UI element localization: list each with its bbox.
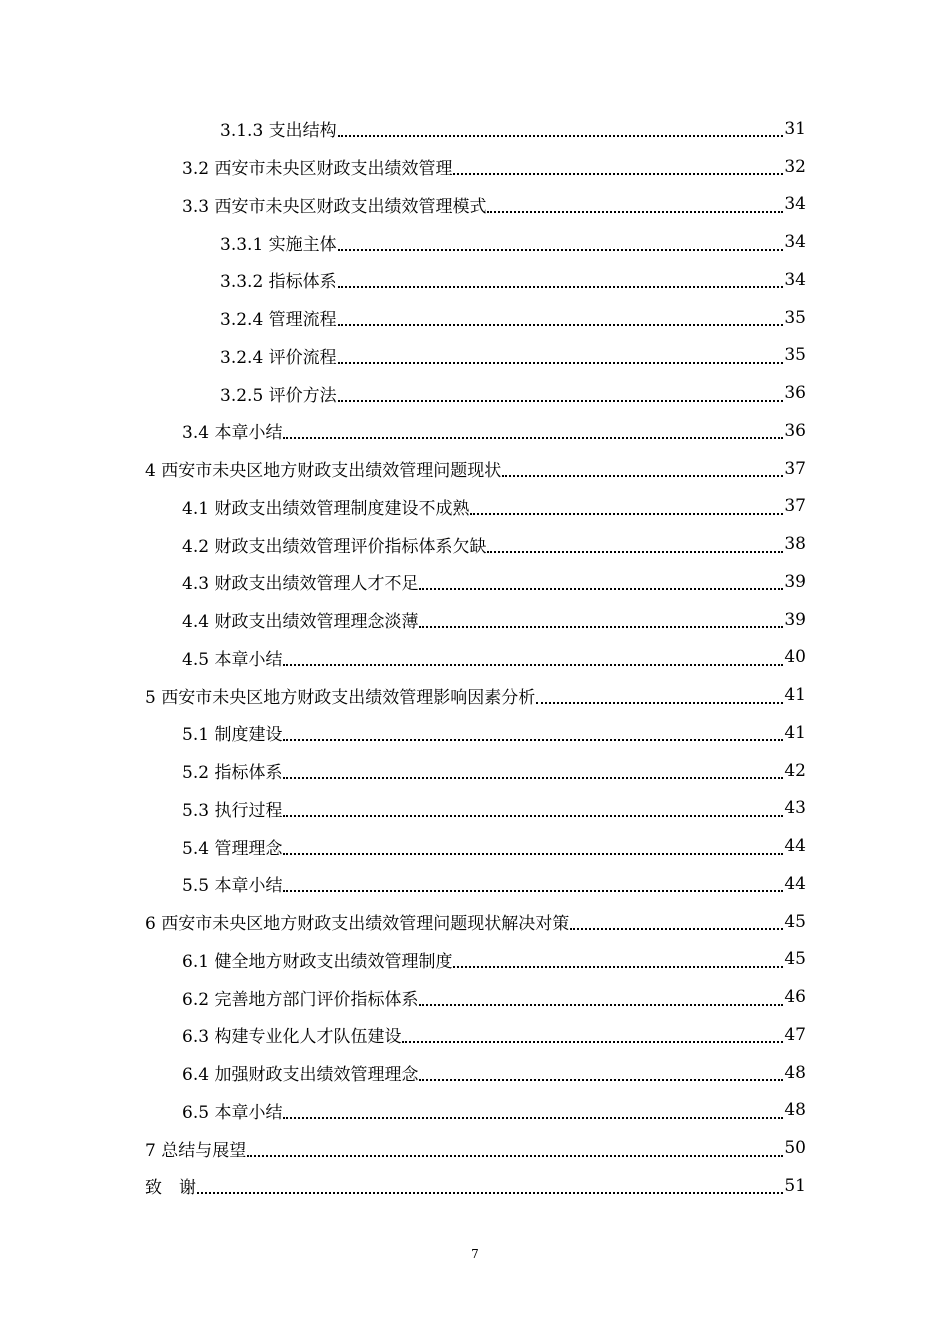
toc-entry-title: 6.4 加强财政支出绩效管理理念 — [182, 1065, 419, 1086]
toc-entry-page: 41 — [784, 722, 806, 743]
dot-leader — [283, 1116, 783, 1119]
dot-leader — [283, 852, 783, 855]
toc-entry-page: 37 — [784, 496, 806, 517]
toc-entry-title: 6.1 健全地方财政支出绩效管理制度 — [182, 951, 453, 972]
toc-entry-page: 35 — [784, 345, 806, 366]
toc-entry-title: 4.1 财政支出绩效管理制度建设不成熟 — [182, 498, 470, 519]
dot-leader — [419, 587, 783, 590]
dot-leader — [247, 1154, 783, 1157]
dot-leader — [338, 285, 783, 288]
page-number: 7 — [471, 1247, 479, 1261]
toc-entry-page: 41 — [784, 685, 806, 706]
toc-entry[interactable] — [0, 865, 950, 903]
toc-entry-page: 48 — [784, 1100, 806, 1121]
dot-leader — [197, 1191, 783, 1194]
toc-entry[interactable] — [0, 978, 950, 1016]
dot-leader — [453, 172, 783, 175]
toc-entry-page: 36 — [784, 383, 806, 404]
toc-entry-page: 45 — [784, 949, 806, 970]
toc-entry[interactable] — [0, 374, 950, 412]
toc-entry[interactable] — [0, 525, 950, 563]
toc-entry-page: 45 — [784, 911, 806, 932]
toc-entry-title: 3.1.3 支出结构 — [220, 121, 337, 142]
toc-entry-title: 3.3 西安市未央区财政支出绩效管理模式 — [182, 196, 487, 217]
toc-entry[interactable] — [0, 827, 950, 865]
dot-leader — [283, 663, 783, 666]
dot-leader — [283, 814, 783, 817]
toc-entry[interactable] — [0, 186, 950, 224]
toc-entry-title: 5 西安市未央区地方财政支出绩效管理影响因素分析 — [145, 687, 536, 708]
dot-leader — [453, 965, 783, 968]
toc-entry-title: 3.2.4 评价流程 — [220, 347, 337, 368]
toc-entry-page: 44 — [784, 836, 806, 857]
toc-entry-page: 46 — [784, 987, 806, 1008]
dot-leader — [419, 1078, 783, 1081]
dot-leader — [470, 512, 783, 515]
toc-entry-title: 5.1 制度建设 — [182, 725, 283, 746]
dot-leader — [402, 1040, 783, 1043]
toc-entry-title: 6.2 完善地方部门评价指标体系 — [182, 989, 419, 1010]
dot-leader — [338, 248, 783, 251]
toc-entry[interactable] — [0, 223, 950, 261]
toc-entry-title: 4.5 本章小结 — [182, 649, 283, 670]
toc-entry-page: 44 — [784, 873, 806, 894]
toc-entry[interactable] — [0, 1129, 950, 1167]
toc-entry-title: 6.5 本章小结 — [182, 1102, 283, 1123]
toc-entry-title: 6 西安市未央区地方财政支出绩效管理问题现状解决对策 — [145, 914, 570, 935]
dot-leader — [419, 1003, 783, 1006]
toc-entry[interactable] — [0, 714, 950, 752]
dot-leader — [283, 889, 783, 892]
toc-entry-page: 42 — [784, 760, 806, 781]
toc-entry[interactable] — [0, 450, 950, 488]
dot-leader — [487, 550, 783, 553]
dot-leader — [338, 399, 783, 402]
dot-leader — [283, 436, 783, 439]
toc-entry[interactable] — [0, 752, 950, 790]
dot-leader — [283, 738, 783, 741]
toc-entry-title: 5.5 本章小结 — [182, 876, 283, 897]
toc-entry[interactable] — [0, 903, 950, 941]
toc-entry-page: 47 — [784, 1024, 806, 1045]
toc-entry-page: 34 — [784, 269, 806, 290]
dot-leader — [283, 776, 783, 779]
toc-entry-title: 6.3 构建专业化人才队伍建设 — [182, 1027, 402, 1048]
toc-entry-title: 3.2 西安市未央区财政支出绩效管理 — [182, 159, 453, 180]
toc-entry-title: 致 谢 — [145, 1178, 196, 1199]
toc-entry[interactable] — [0, 412, 950, 450]
toc-entry-page: 40 — [784, 647, 806, 668]
dot-leader — [338, 323, 783, 326]
toc-entry[interactable] — [0, 676, 950, 714]
toc-entry-page: 48 — [784, 1062, 806, 1083]
toc-entry-title: 3.2.4 管理流程 — [220, 310, 337, 331]
toc-entry[interactable] — [0, 1092, 950, 1130]
toc-entry-page: 43 — [784, 798, 806, 819]
toc-entry-title: 4.3 财政支出绩效管理人才不足 — [182, 574, 419, 595]
toc-entry[interactable] — [0, 941, 950, 979]
toc-entry-title: 5.4 管理理念 — [182, 838, 283, 859]
toc-entry-title: 3.2.5 评价方法 — [220, 385, 337, 406]
toc-entry-page: 39 — [784, 571, 806, 592]
toc-entry[interactable] — [0, 337, 950, 375]
toc-entry-page: 37 — [784, 458, 806, 479]
dot-leader — [570, 927, 783, 930]
toc-entry-title: 3.4 本章小结 — [182, 423, 283, 444]
toc-entry-title: 4.2 财政支出绩效管理评价指标体系欠缺 — [182, 536, 487, 557]
toc-entry[interactable] — [0, 110, 950, 148]
toc-entry[interactable] — [0, 488, 950, 526]
toc-entry-page: 39 — [784, 609, 806, 630]
toc-entry-title: 5.2 指标体系 — [182, 763, 283, 784]
toc-entry[interactable] — [0, 639, 950, 677]
dot-leader — [338, 361, 783, 364]
toc-entry-page: 34 — [784, 194, 806, 215]
toc-entry-title: 7 总结与展望 — [145, 1140, 247, 1161]
toc-entry-page: 51 — [784, 1175, 806, 1196]
toc-entry-title: 4 西安市未央区地方财政支出绩效管理问题现状 — [145, 461, 502, 482]
toc-entry[interactable] — [0, 1167, 950, 1205]
toc-entry-page: 50 — [784, 1138, 806, 1159]
toc-entry-page: 32 — [784, 156, 806, 177]
toc-entry-page: 34 — [784, 232, 806, 253]
toc-entry[interactable] — [0, 1054, 950, 1092]
dot-leader — [419, 625, 783, 628]
toc-entry[interactable] — [0, 790, 950, 828]
toc-entry-page: 36 — [784, 420, 806, 441]
toc-entry-title: 3.3.1 实施主体 — [220, 234, 337, 255]
dot-leader — [502, 474, 783, 477]
dot-leader — [338, 134, 783, 137]
toc-entry[interactable] — [0, 563, 950, 601]
toc-entry-page: 35 — [784, 307, 806, 328]
toc-entry[interactable] — [0, 1016, 950, 1054]
toc-entry-page: 31 — [784, 118, 806, 139]
toc-entry-title: 5.3 执行过程 — [182, 800, 283, 821]
toc-entry-title: 3.3.2 指标体系 — [220, 272, 337, 293]
dot-leader — [487, 210, 783, 213]
dot-leader — [536, 701, 783, 704]
table-of-contents — [0, 110, 950, 1205]
toc-entry-title: 4.4 财政支出绩效管理理念淡薄 — [182, 612, 419, 633]
toc-entry[interactable] — [0, 601, 950, 639]
toc-entry[interactable] — [0, 148, 950, 186]
toc-entry[interactable] — [0, 261, 950, 299]
toc-entry-page: 38 — [784, 534, 806, 555]
toc-entry[interactable] — [0, 299, 950, 337]
